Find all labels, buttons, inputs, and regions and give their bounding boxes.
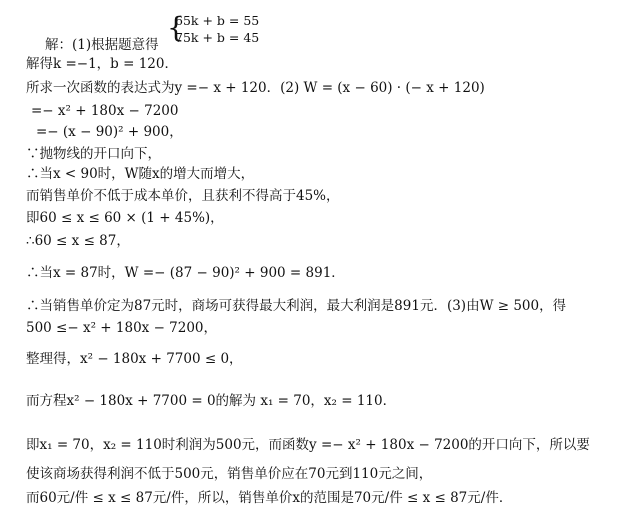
system-brace: { [167,11,185,44]
price-interval-statement: 使该商场获得利润不低于500元，销售单价应在70元到110元之间， [26,466,433,482]
part3-inequality: 500 ≤− x² + 180x − 7200， [26,320,218,336]
profit-roots-statement: 即x₁ = 70，x₂ = 110时利润为500元，而函数y =− x² + 180x − 7200的开口向下，所以要 [26,437,590,453]
equation-roots: 而方程x² − 180x + 7700 = 0的解为 x₁ = 70，x₂ = 110． [26,393,397,409]
price-constraint: 而销售单价不低于成本单价，且获利不得高于45%， [26,188,340,204]
max-w-value: ∴当x = 87时，W =− (87 − 90)² + 900 = 891． [26,265,345,281]
system-equation-1: 65k + b = 55 [175,13,260,28]
solution-k-b: 解得k =−1，b = 120． [26,56,178,72]
price-inequality: 即60 ≤ x ≤ 60 × (1 + 45%)， [26,210,224,226]
price-range: ∴60 ≤ x ≤ 87， [26,233,130,249]
max-profit-conclusion: ∴当销售单价定为87元时，商场可获得最大利润，最大利润是891元．(3)由W ≥ 500，得 [26,298,567,314]
final-price-range: 而60元/件 ≤ x ≤ 87元/件，所以，销售单价x的范围是70元/件 ≤ x ≤ 87元/件． [26,490,513,506]
increasing-condition: ∴当x < 90时，W随x的增大而增大， [26,166,255,182]
parabola-opens-down: ∵抛物线的开口向下， [26,146,161,162]
linear-function-and-w: 所求一次函数的表达式为y =− x + 120．(2) W = (x − 60) · (− x + 120) [26,80,485,96]
part1-intro: 解：(1)根据题意得 [45,37,159,53]
simplified-inequality: 整理得，x² − 180x + 7700 ≤ 0， [26,351,243,367]
w-vertex-form: =− (x − 90)² + 900， [36,124,183,140]
w-expanded: =− x² + 180x − 7200 [31,103,179,119]
system-equation-2: 75k + b = 45 [175,30,260,45]
